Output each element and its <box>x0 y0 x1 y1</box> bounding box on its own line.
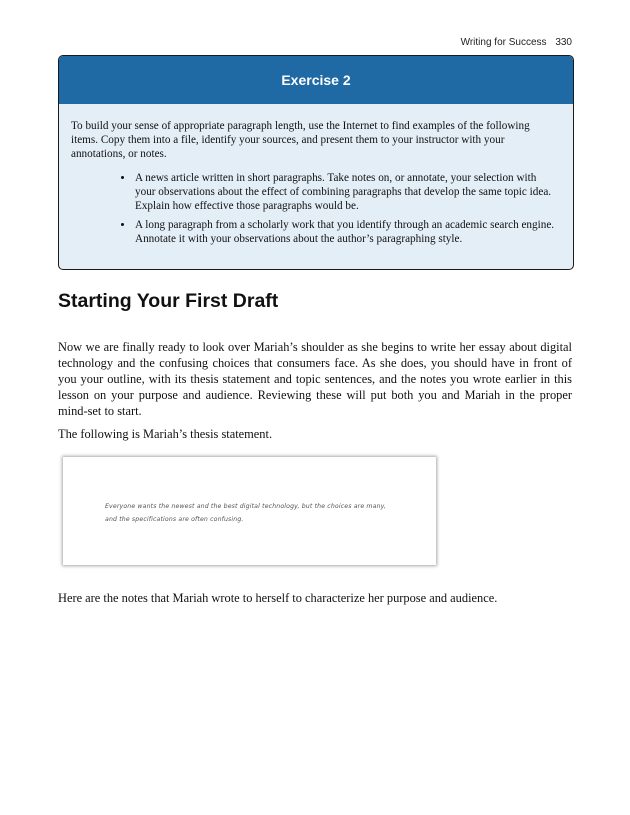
exercise-item: • A news article written in short paragraphs. Take notes on, or annotate, your selection with your observations about the effect of combining paragraphs that develop the same topic idea. Explain how effective those paragraphs would be. <box>134 171 559 213</box>
exercise-intro: To build your sense of appropriate paragraph length, use the Internet to find examples of the following items. Copy them into a file, identify your sources, and present them to your instructor with your annotations, or notes. <box>71 120 530 160</box>
body-paragraph: Now we are finally ready to look over Mariah’s shoulder as she begins to write her essay about digital technology and the confusing choices that consumers face. As she does, you should have in front of you your outline, with its thesis statement and topic sentences, and the notes you wrote earlier in this lesson on your purpose and audience. Reviewing these will put both you and Mariah in the proper mind-set to start. <box>58 340 572 418</box>
thesis-statement-image <box>63 457 436 565</box>
body-paragraph: The following is Mariah’s thesis statement. <box>58 427 273 441</box>
running-header <box>461 37 572 48</box>
handwritten-thesis <box>105 500 425 526</box>
exercise-title: Exercise 2 <box>59 56 573 104</box>
exercise-list <box>71 171 559 246</box>
section-heading: Starting Your First Draft <box>58 290 279 312</box>
exercise-item: • A long paragraph from a scholarly work that you identify through an academic search engine. Annotate it with your observations about the author’s paragraphing style. <box>134 218 559 246</box>
book-title: Writing for Success <box>460 37 547 48</box>
exercise-box <box>58 55 574 270</box>
thesis-line: and the specifications are often confusing. <box>105 516 244 523</box>
exercise-body <box>59 104 573 269</box>
page-number: 330 <box>555 37 572 48</box>
body-paragraph: Here are the notes that Mariah wrote to herself to characterize her purpose and audience. <box>58 591 498 605</box>
thesis-line: Everyone wants the newest and the best digital technology, but the choices are many, <box>105 503 387 510</box>
